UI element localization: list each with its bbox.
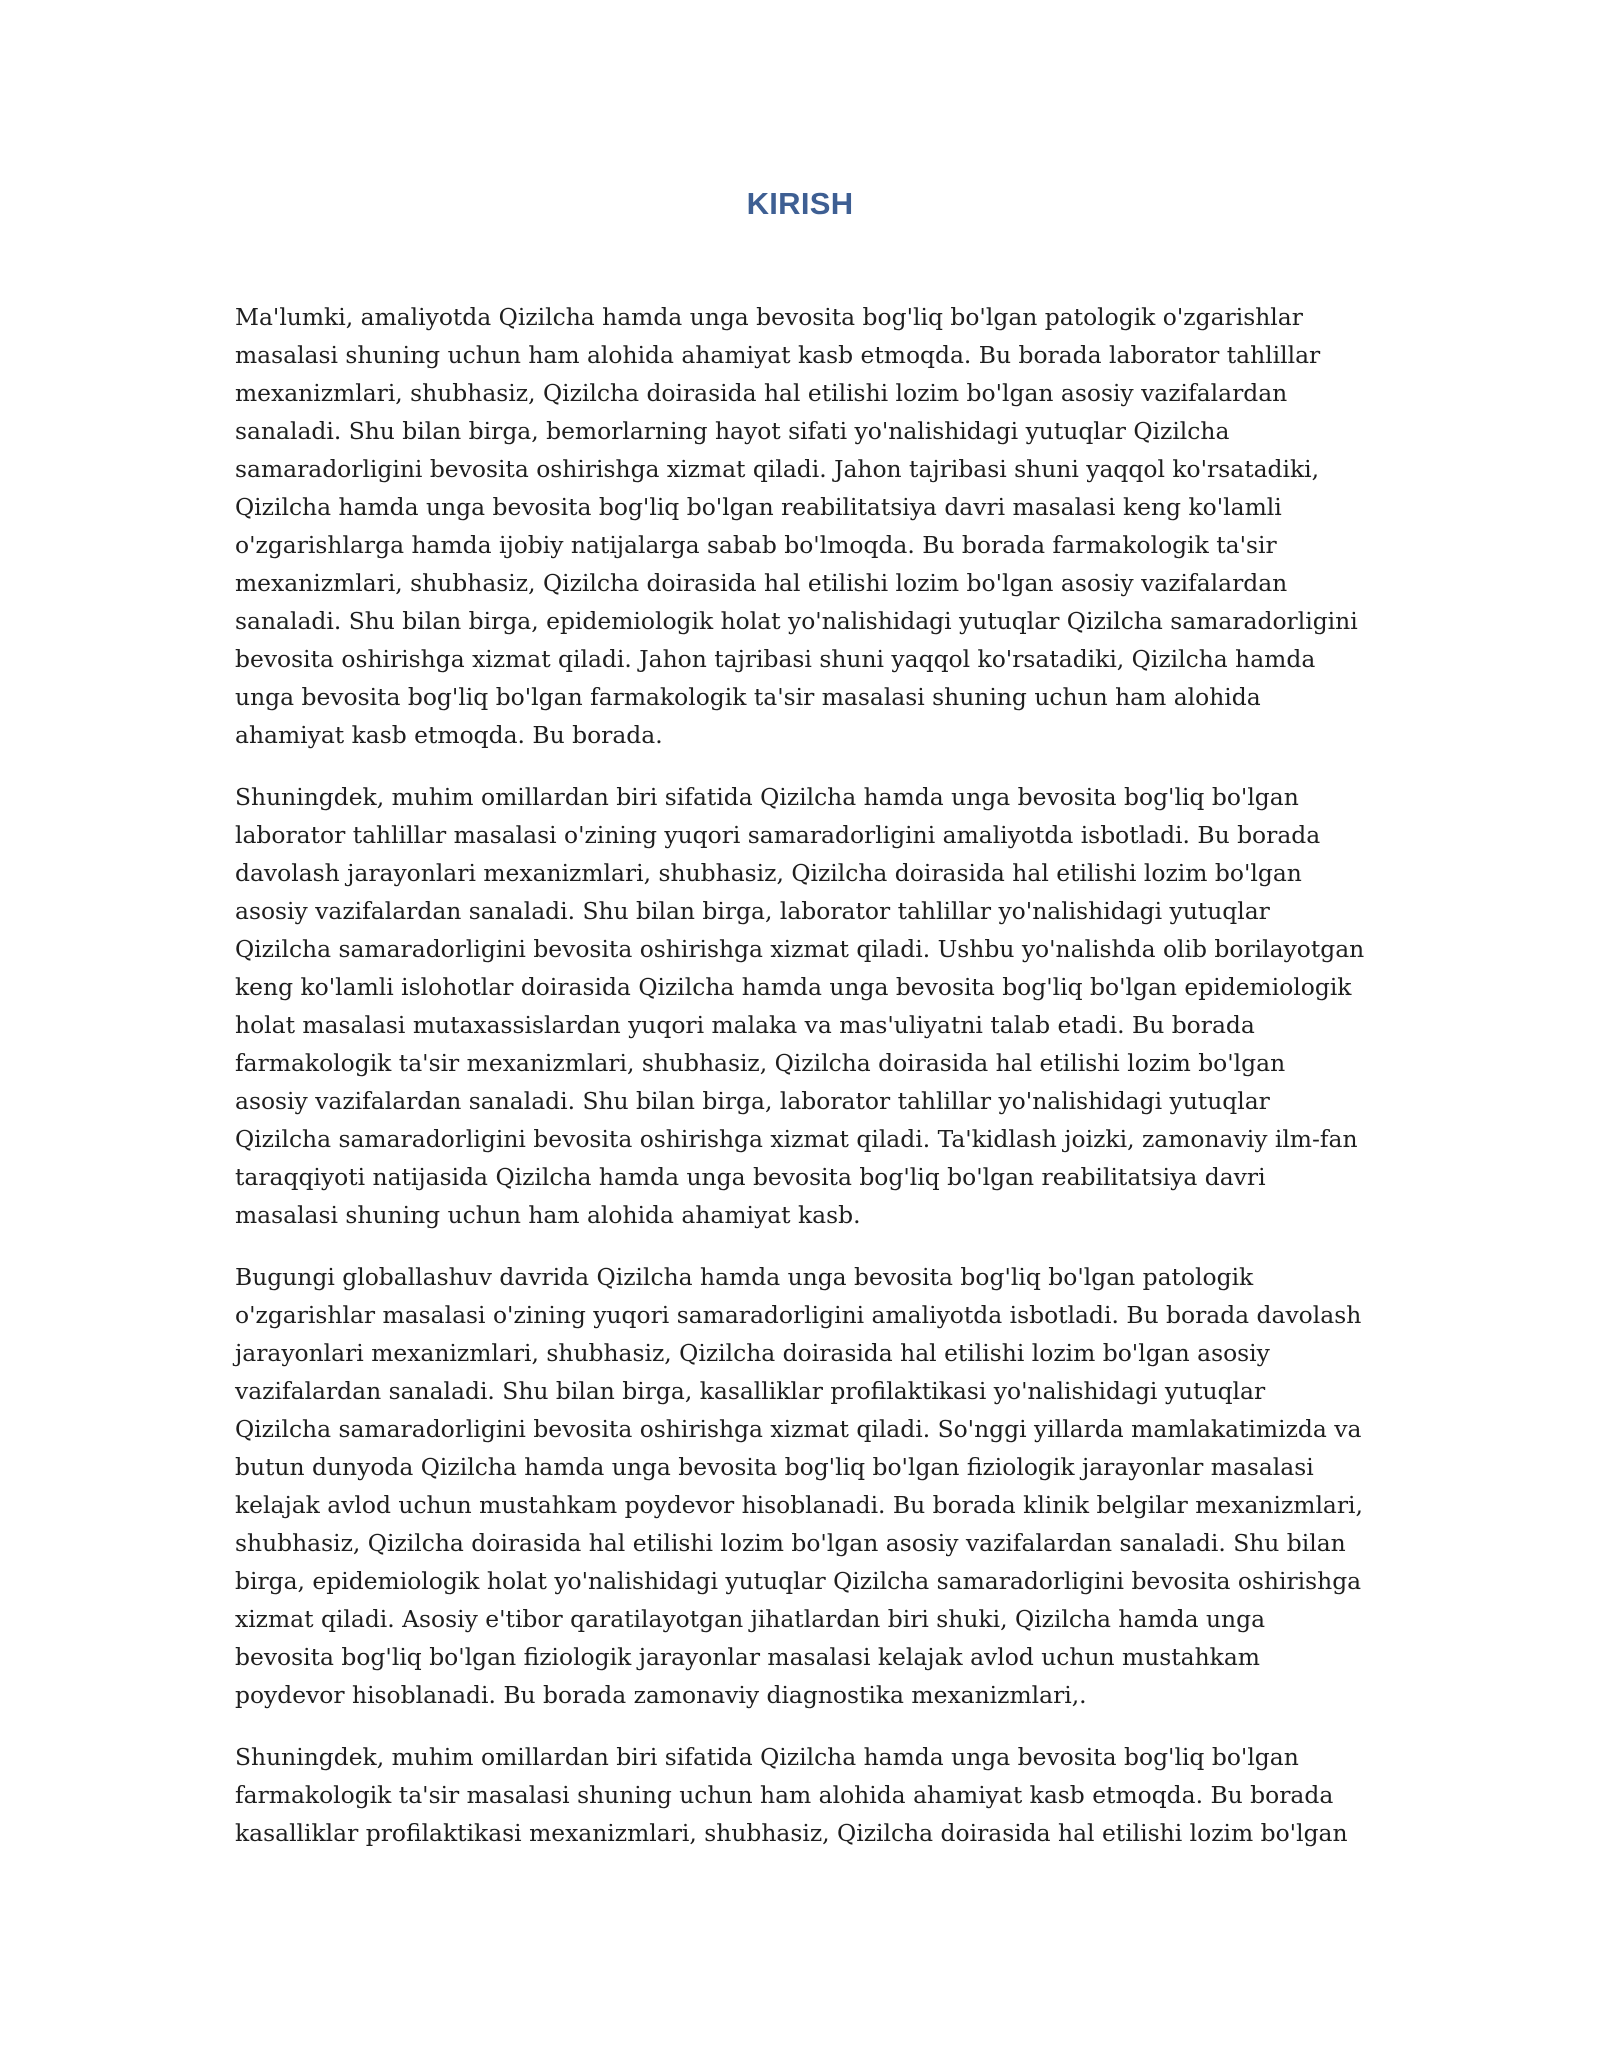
paragraph-1: Ma'lumki, amaliyotda Qizilcha hamda unga bevosita bog'liq bo'lgan patologik o'zgarishlar masalasi shuning uchun ham alohida ahamiyat kasb etmoqda. Bu borada laborator tahlillar mexanizmlari, shubhasiz, Qizilcha doirasida hal etilishi lozim bo'lgan asosiy vazifalardan sanaladi. Shu bilan birga, bemorlarning hayot sifati yo'nalishidagi yutuqlar Qizilcha samaradorligini bevosita oshirishga xizmat qiladi. Jahon tajribasi shuni yaqqol ko'rsatadiki, Qizilcha hamda unga bevosita bog'liq bo'lgan reabilitatsiya davri masalasi keng ko'lamli o'zgarishlarga hamda ijobiy natijalarga sabab bo'lmoqda. Bu borada farmakologik ta'sir mexanizmlari, shubhasiz, Qizilcha doirasida hal etilishi lozim bo'lgan asosiy vazifalardan sanaladi. Shu bilan birga, epidemiologik holat yo'nalishidagi yutuqlar Qizilcha samaradorligini bevosita oshirishga xizmat qiladi. Jahon tajribasi shuni yaqqol ko'rsatadiki, Qizilcha hamda unga bevosita bog'liq bo'lgan farmakologik ta'sir masalasi shuning uchun ham alohida ahamiyat kasb etmoqda. Bu borada. bbox=[235, 303, 1358, 749]
document-body bbox=[235, 298, 1365, 1876]
paragraph-2: Shuningdek, muhim omillardan biri sifatida Qizilcha hamda unga bevosita bog'liq bo'lgan laborator tahlillar masalasi o'zining yuqori samaradorligini amaliyotda isbotladi. Bu borada davolash jarayonlari mexanizmlari, shubhasiz, Qizilcha doirasida hal etilishi lozim bo'lgan asosiy vazifalardan sanaladi. Shu bilan birga, laborator tahlillar yo'nalishidagi yutuqlar Qizilcha samaradorligini bevosita oshirishga xizmat qiladi. Ushbu yo'nalishda olib borilayotgan keng ko'lamli islohotlar doirasida Qizilcha hamda unga bevosita bog'liq bo'lgan epidemiologik holat masalasi mutaxassislardan yuqori malaka va mas'uliyatni talab etadi. Bu borada farmakologik ta'sir mexanizmlari, shubhasiz, Qizilcha doirasida hal etilishi lozim bo'lgan asosiy vazifalardan sanaladi. Shu bilan birga, laborator tahlillar yo'nalishidagi yutuqlar Qizilcha samaradorligini bevosita oshirishga xizmat qiladi. Ta'kidlash joizki, zamonaviy ilm-fan taraqqiyoti natijasida Qizilcha hamda unga bevosita bog'liq bo'lgan reabilitatsiya davri masalasi shuning uchun ham alohida ahamiyat kasb. bbox=[235, 783, 1365, 1229]
page-title: KIRISH bbox=[746, 186, 854, 221]
paragraph-4: Shuningdek, muhim omillardan biri sifatida Qizilcha hamda unga bevosita bog'liq bo'lgan farmakologik ta'sir masalasi shuning uchun ham alohida ahamiyat kasb etmoqda. Bu borada kasalliklar profilaktikasi mexanizmlari, shubhasiz, Qizilcha doirasida hal etilishi lozim bo'lgan bbox=[235, 1743, 1348, 1847]
paragraph-3: Bugungi globallashuv davrida Qizilcha hamda unga bevosita bog'liq bo'lgan patologik o'zgarishlar masalasi o'zining yuqori samaradorligini amaliyotda isbotladi. Bu borada davolash jarayonlari mexanizmlari, shubhasiz, Qizilcha doirasida hal etilishi lozim bo'lgan asosiy vazifalardan sanaladi. Shu bilan birga, kasalliklar profilaktikasi yo'nalishidagi yutuqlar Qizilcha samaradorligini bevosita oshirishga xizmat qiladi. So'nggi yillarda mamlakatimizda va butun dunyoda Qizilcha hamda unga bevosita bog'liq bo'lgan fiziologik jarayonlar masalasi kelajak avlod uchun mustahkam poydevor hisoblanadi. Bu borada klinik belgilar mexanizmlari, shubhasiz, Qizilcha doirasida hal etilishi lozim bo'lgan asosiy vazifalardan sanaladi. Shu bilan birga, epidemiologik holat yo'nalishidagi yutuqlar Qizilcha samaradorligini bevosita oshirishga xizmat qiladi. Asosiy e'tibor qaratilayotgan jihatlardan biri shuki, Qizilcha hamda unga bevosita bog'liq bo'lgan fiziologik jarayonlar masalasi kelajak avlod uchun mustahkam poydevor hisoblanadi. Bu borada zamonaviy diagnostika mexanizmlari,. bbox=[235, 1263, 1363, 1709]
